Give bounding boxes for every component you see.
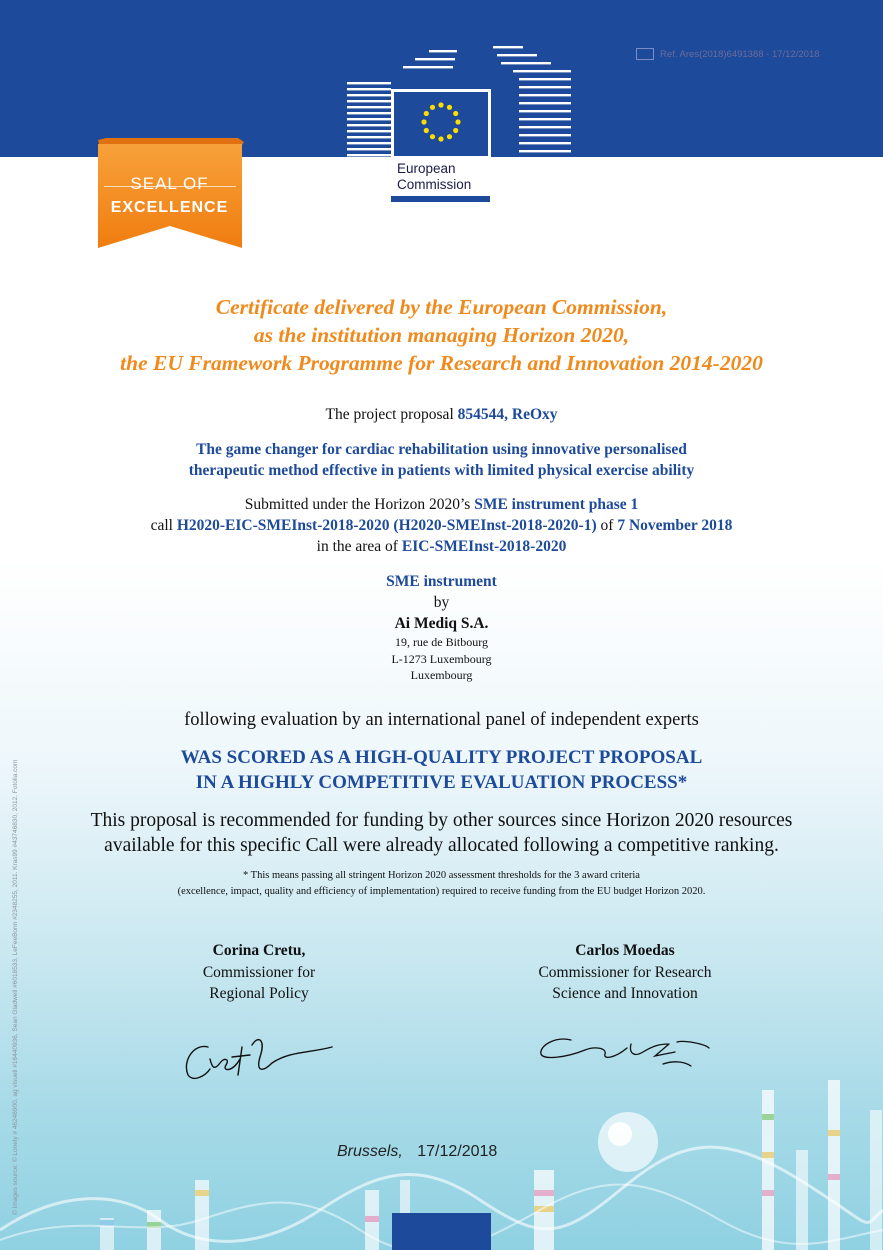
proposal-prefix: The project proposal [325, 406, 454, 423]
project-title-line-1: The game changer for cardiac rehabilitation using innovative personalised [196, 441, 687, 458]
applicant-name: Ai Mediq S.A. [394, 615, 489, 632]
project-title-line-2: therapeutic method effective in patients with limited physical exercise ability [188, 462, 695, 479]
project-title [0, 439, 883, 481]
title-line-2: as the institution managing Horizon 2020, [253, 323, 630, 347]
footnote [0, 868, 883, 900]
logo-underline [391, 196, 490, 202]
logo-wordmark [397, 161, 471, 193]
area-prefix: in the area of [316, 538, 398, 555]
reference-text: Ref. Ares(2018)6491388 - 17/12/2018 [660, 48, 820, 60]
seal-line-1: SEAL OF [130, 174, 209, 193]
bottom-blue-bar [392, 1213, 491, 1250]
title-line-1: Certificate delivered by the European Commission, [215, 295, 668, 319]
recommendation-statement [0, 808, 883, 858]
evaluation-statement: following evaluation by an international panel of independent experts [184, 710, 699, 730]
signatory-1 [134, 940, 384, 1005]
submission-scheme: SME instrument phase 1 [474, 496, 639, 513]
footnote-line-1: * This means passing all stringent Horizon 2020 assessment thresholds for the 3 award criteria [243, 870, 640, 881]
seal-text [97, 174, 242, 217]
title-line-3: the EU Framework Programme for Research and Innovation 2014-2020 [120, 351, 763, 375]
submission-prefix: Submitted under the Horizon 2020’s [244, 496, 471, 513]
recommendation-line-1: This proposal is recommended for funding by other sources since Horizon 2020 resources [90, 810, 793, 831]
signatory-1-role-2: Regional Policy [209, 985, 309, 1002]
image-credit: © Images source: © Lonely # 46246900, ag visuell #16440936, Sean Gladwell #6018533, LeFeeBonn #2348255, 2011. Kras99 #43746830, 2012. Fotolia.com [12, 759, 19, 1215]
area-identifier: EIC-SMEInst-2018-2020 [401, 538, 567, 555]
call-identifier: H2020-EIC-SMEInst-2018-2020 (H2020-SMEInst-2018-2020-1) [176, 517, 597, 534]
address-line-1: 19, rue de Bitbourg [394, 635, 489, 649]
signatory-2-role-2: Science and Innovation [552, 985, 698, 1002]
place-and-date [337, 1143, 497, 1161]
submission-line-2 [0, 515, 883, 536]
certificate-title [0, 293, 883, 377]
eu-flag-icon [636, 48, 654, 60]
call-date: 7 November 2018 [617, 517, 733, 534]
signatory-2 [500, 940, 750, 1005]
place: Brussels, [337, 1143, 403, 1160]
signatory-2-role-1: Commissioner for Research [538, 963, 712, 981]
submission-line-1 [0, 494, 883, 515]
by-word: by [433, 594, 450, 611]
footnote-line-2: (excellence, impact, quality and efficiency of implementation) required to receive funding from the EU budget Horizon 2020. [177, 886, 706, 897]
call-prefix: call [150, 517, 173, 534]
reference-number [636, 48, 820, 60]
scored-line-2: IN A HIGHLY COMPETITIVE EVALUATION PROCESS* [195, 772, 688, 793]
logo-line-2: Commission [397, 177, 472, 192]
signatory-1-role-1: Commissioner for [202, 963, 316, 981]
signatory-2-name: Carlos Moedas [575, 942, 675, 959]
applicant-block [0, 571, 883, 684]
submission-line-3 [0, 536, 883, 557]
signature-1 [180, 1025, 340, 1085]
proposal-id: 854544, ReOxy [457, 406, 558, 423]
logo-line-1: European [397, 161, 456, 176]
issue-date: 17/12/2018 [417, 1143, 498, 1160]
signatory-1-name: Corina Cretu, [212, 942, 306, 959]
scored-statement [0, 745, 883, 795]
instrument-name: SME instrument [386, 573, 497, 590]
seal-line-2: EXCELLENCE [110, 199, 229, 216]
call-of-word: of [600, 517, 614, 534]
address-country: Luxembourg [410, 668, 473, 682]
submission-details [0, 494, 883, 557]
address-line-2: L-1273 Luxembourg [391, 651, 492, 666]
recommendation-line-2: available for this specific Call were already allocated following a competitive ranking. [104, 835, 779, 856]
proposal-line [0, 404, 883, 425]
scored-line-1: WAS SCORED AS A HIGH-QUALITY PROJECT PROPOSAL [180, 747, 703, 768]
signature-2 [535, 1030, 715, 1075]
